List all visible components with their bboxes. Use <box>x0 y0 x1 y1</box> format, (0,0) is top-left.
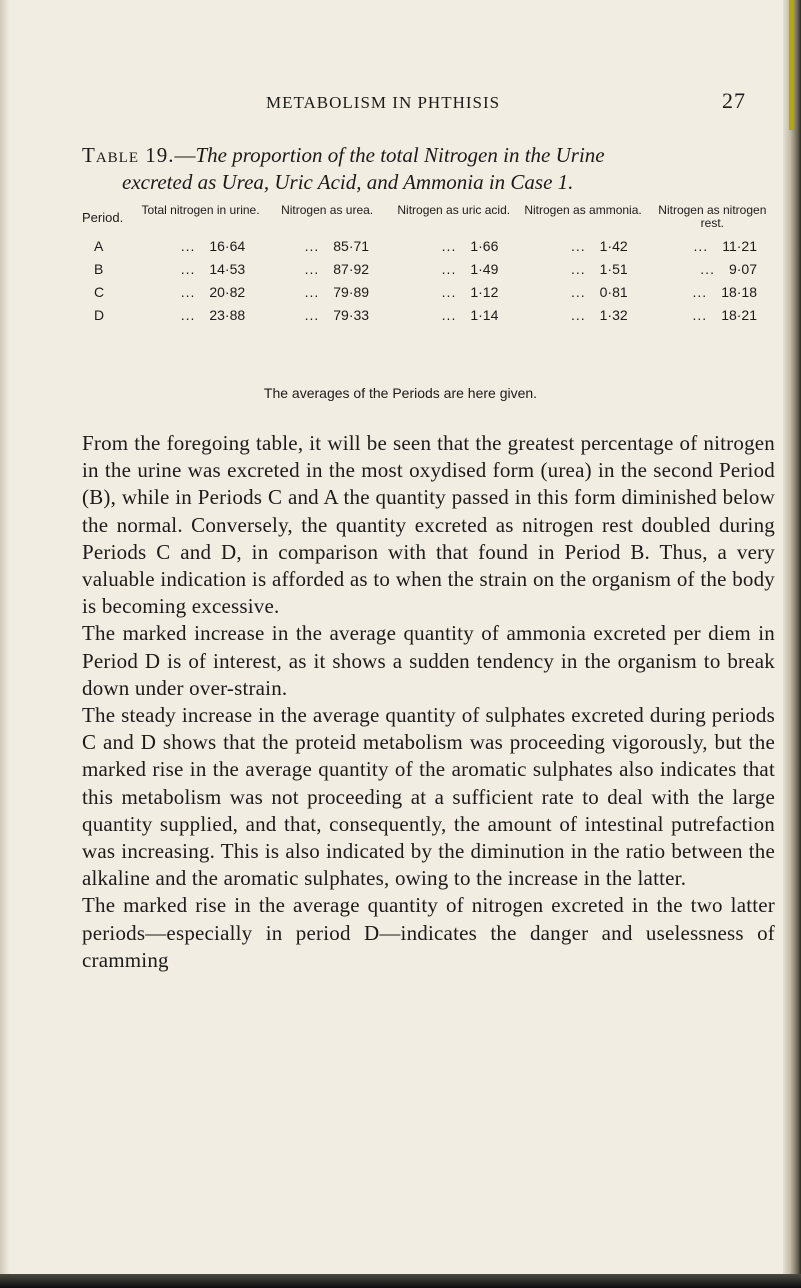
period-cell <box>82 257 136 280</box>
cell-value: 23·88 <box>209 306 246 323</box>
cell-value: 1·42 <box>599 237 628 254</box>
paragraph-2: The marked increase in the average quantity of ammonia excreted per diem in Period D is of interest, as it shows a sudden tendency in the organism to break down under over-strain. <box>82 621 775 700</box>
value-cell <box>265 280 389 303</box>
cell-value: 14·53 <box>209 260 246 277</box>
leader-dots: ... <box>441 306 457 323</box>
leader-dots: ... <box>692 283 708 300</box>
scan-bottom-edge <box>0 1274 801 1288</box>
caption-title-line1: The proportion of the total Nitrogen in the Urine <box>195 143 605 167</box>
period-label: B <box>94 260 104 277</box>
leader-dots: ... <box>700 260 715 277</box>
value-cell <box>265 257 389 280</box>
cell-value: 1·14 <box>470 306 499 323</box>
cell-value: 9·07 <box>728 260 757 277</box>
period-label: A <box>94 237 104 254</box>
header-nitrogen-urea: Nitrogen as urea. <box>281 203 374 217</box>
period-cell <box>82 303 136 326</box>
table-label: Table 19. <box>82 143 175 167</box>
header-nitrogen-ammonia: Nitrogen as ammonia. <box>524 203 642 217</box>
paragraph-1: From the foregoing table, it will be seen that the greatest percentage of nitrogen in the urine was excreted in the most oxydised form (urea) in the second Period (B), while in Periods C and A the quantity passed in this form diminished below the normal. Conversely, the quantity excreted as nitrogen rest doubled during Periods C and D, in comparison with that found in Period B. Thus, a very valuable indication is afforded as to when the strain on the organism of the body is becoming excessive. <box>82 431 775 619</box>
period-cell <box>82 280 136 303</box>
value-cell <box>136 234 265 257</box>
cell-value: 79·33 <box>333 306 370 323</box>
period-cell <box>82 234 136 257</box>
leader-dots: ... <box>570 237 586 254</box>
value-cell <box>136 280 265 303</box>
cell-value: 85·71 <box>333 237 370 254</box>
value-cell <box>648 257 777 280</box>
leader-dots: ... <box>304 237 320 254</box>
header-total-nitrogen: Total nitrogen in urine. <box>141 203 260 217</box>
leader-dots: ... <box>304 306 320 323</box>
cell-value: 87·92 <box>333 260 370 277</box>
leader-dots: ... <box>180 237 196 254</box>
leader-dots: ... <box>304 283 320 300</box>
leader-dots: ... <box>570 306 586 323</box>
leader-dots: ... <box>441 237 457 254</box>
cell-value: 0·81 <box>599 283 628 300</box>
caption-title-line2: excreted as Urea, Uric Acid, and Ammonia in Case 1. <box>122 170 574 194</box>
table-header-row <box>82 204 777 234</box>
paragraph-3: The steady increase in the average quantity of sulphates excreted during periods C and D shows that the proteid metabolism was proceeding vigorously, but the marked rise in the average quantity of the aromatic sulphates also indicates that this metabolism was not proceeding at a sufficient rate to deal with the large quantity supplied, and that, consequently, the amount of intestinal putrefaction was increasing. This is also indicated by the diminution in the ratio between the alkaline and the aromatic sulphates, owing to the increase in the latter. <box>82 703 775 891</box>
table-row <box>82 234 777 257</box>
value-cell <box>518 257 647 280</box>
value-cell <box>648 303 777 326</box>
cell-value: 1·66 <box>470 237 499 254</box>
cell-value: 79·89 <box>333 283 370 300</box>
value-cell <box>648 280 777 303</box>
value-cell <box>136 257 265 280</box>
leader-dots: ... <box>570 260 586 277</box>
page-right-edge <box>783 0 801 1288</box>
table-body <box>82 234 777 326</box>
cell-value: 1·12 <box>470 283 499 300</box>
page-left-edge <box>0 0 10 1288</box>
value-cell <box>518 303 647 326</box>
value-cell <box>518 280 647 303</box>
table-row <box>82 303 777 326</box>
cell-value: 18·18 <box>721 283 757 300</box>
cell-value: 18·21 <box>721 306 757 323</box>
value-cell <box>136 303 265 326</box>
value-cell <box>389 234 518 257</box>
cell-value: 11·21 <box>722 237 757 254</box>
page-number: 27 <box>722 88 746 113</box>
leader-dots: ... <box>441 283 457 300</box>
cell-value: 20·82 <box>209 283 246 300</box>
leader-dots: ... <box>692 306 708 323</box>
cell-value: 1·51 <box>599 260 628 277</box>
running-title: METABOLISM IN PHTHISIS <box>266 93 501 112</box>
period-label: C <box>94 283 105 300</box>
leader-dots: ... <box>304 260 320 277</box>
period-label: D <box>94 306 105 323</box>
table-caption <box>82 142 772 196</box>
table-row <box>82 257 777 280</box>
leader-dots: ... <box>441 260 457 277</box>
value-cell <box>389 257 518 280</box>
caption-dash: — <box>174 143 196 167</box>
value-cell <box>389 280 518 303</box>
table-row <box>82 280 777 303</box>
leader-dots: ... <box>693 237 709 254</box>
value-cell <box>265 303 389 326</box>
cell-value: 1·32 <box>599 306 628 323</box>
paragraph-4: The marked rise in the average quantity of nitrogen excreted in the two latter periods—especially in period D—indicates the danger and uselessness of cramming <box>82 893 775 972</box>
body-text <box>82 430 775 974</box>
value-cell <box>518 234 647 257</box>
cell-value: 1·49 <box>470 260 499 277</box>
leader-dots: ... <box>570 283 586 300</box>
cell-value: 16·64 <box>209 237 246 254</box>
leader-dots: ... <box>180 283 196 300</box>
header-nitrogen-rest: Nitrogen as nitrogen rest. <box>658 203 767 230</box>
value-cell <box>265 234 389 257</box>
value-cell <box>648 234 777 257</box>
page-edge-highlight <box>789 0 793 130</box>
leader-dots: ... <box>180 260 196 277</box>
header-nitrogen-uric: Nitrogen as uric acid. <box>397 203 511 217</box>
leader-dots: ... <box>180 306 196 323</box>
nitrogen-table <box>82 204 777 326</box>
value-cell <box>389 303 518 326</box>
table-note: The averages of the Periods are here given. <box>263 385 538 401</box>
header-period: Period. <box>82 209 124 225</box>
